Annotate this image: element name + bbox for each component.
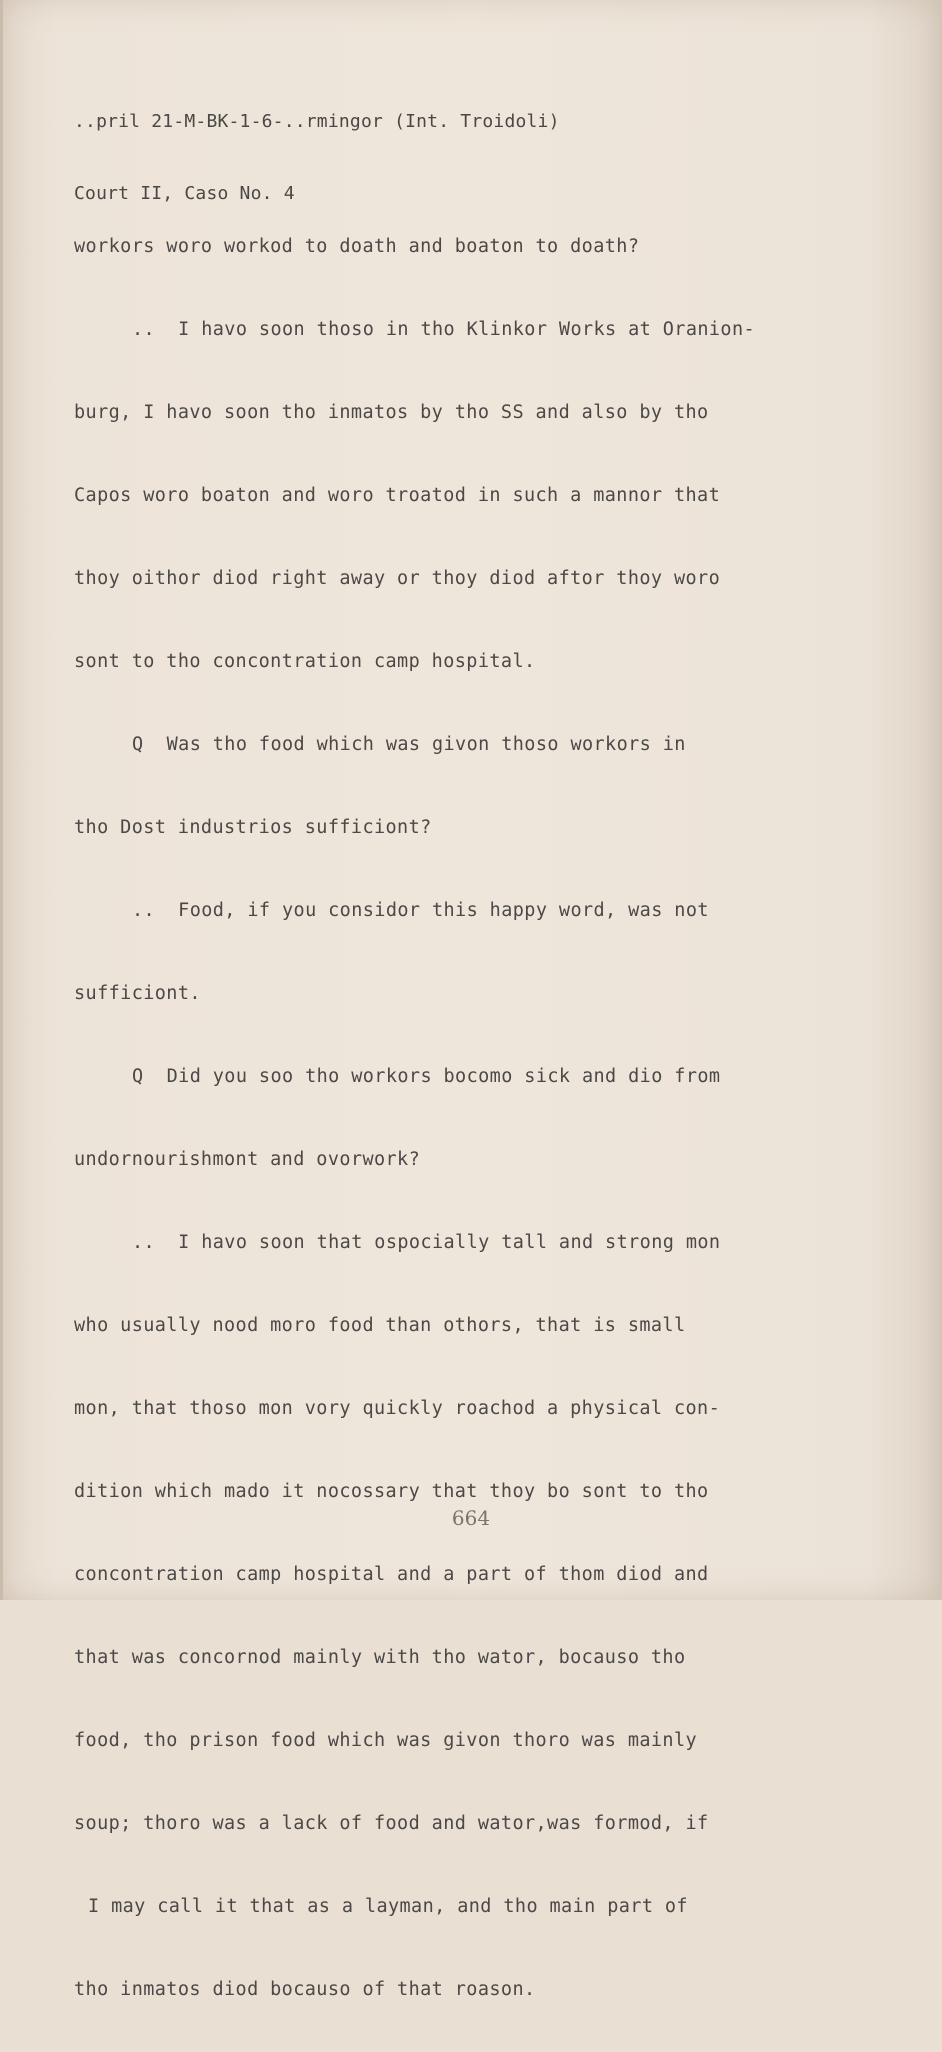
text-line: who usually nood moro food than othors, that is small <box>74 1315 686 1336</box>
question-line: Q Was tho food which was givon thoso workors in <box>132 734 686 755</box>
text-line: dition which mado it nocossary that thoy bo sont to tho <box>74 1481 709 1502</box>
text-line: sufficiont. <box>74 983 201 1004</box>
text-line: I may call it that as a layman, and tho main part of <box>88 1896 688 1917</box>
page-number: 664 <box>451 1506 491 1530</box>
header-line-2: Court II, Caso No. 4 <box>74 183 295 204</box>
text-line: undornourishmont and ovorwork? <box>74 1149 421 1170</box>
text-line: concontration camp hospital and a part of thom diod and <box>74 1564 709 1585</box>
text-line: thoy oithor diod right away or thoy diod aftor thoy woro <box>74 568 721 589</box>
text-line: mon, that thoso mon vory quickly roachod a physical con- <box>74 1398 721 1419</box>
testimony-body <box>74 184 814 2052</box>
answer-line: .. Food, if you considor this happy word, was not <box>132 900 709 921</box>
text-line: food, tho prison food which was givon thoro was mainly <box>74 1730 698 1751</box>
question-line: Q Did you soo tho workors bocomo sick and dio from <box>132 1066 721 1087</box>
text-line: burg, I havo soon tho inmatos by tho SS and also by tho <box>74 402 709 423</box>
text-line: workors woro workod to doath and boaton to doath? <box>74 236 640 257</box>
answer-line: .. I havo soon thoso in tho Klinkor Works at Oranion- <box>132 319 756 340</box>
text-line: sont to tho concontration camp hospital. <box>74 651 536 672</box>
text-line: tho Dost industrios sufficiont? <box>74 817 432 838</box>
text-line: soup; thoro was a lack of food and wator,was formod, if <box>74 1813 709 1834</box>
text-line: that was concornod mainly with tho wator, bocauso tho <box>74 1647 686 1668</box>
answer-line: .. I havo soon that ospocially tall and strong mon <box>132 1232 721 1253</box>
text-line: Capos woro boaton and woro troatod in such a mannor that <box>74 485 721 506</box>
text-line: tho inmatos diod bocauso of that roason. <box>74 1979 536 2000</box>
header-line-1: ..pril 21-M-BK-1-6-..rmingor (Int. Troidoli) <box>74 111 560 132</box>
